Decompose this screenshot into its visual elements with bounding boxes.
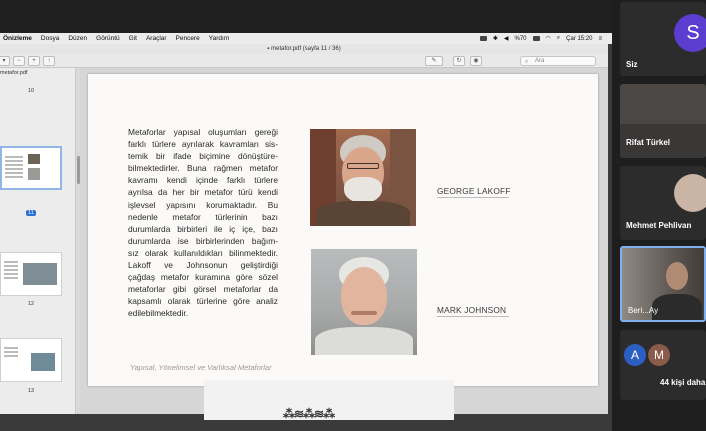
preview-window xyxy=(0,44,608,414)
camera-icon xyxy=(480,36,487,41)
search-field[interactable] xyxy=(520,56,596,66)
lakoff-photo xyxy=(310,129,416,226)
thumbnail-page-12[interactable] xyxy=(0,252,62,296)
body-line: farklı türlere ayrılarak kavramları sis- xyxy=(128,139,278,150)
thumbnail-sidebar xyxy=(0,68,76,414)
window-titlebar xyxy=(0,44,608,54)
body-line: ayrılsa da her bir metafor türü kendi xyxy=(128,187,278,198)
body-line: kavramı kendi içinde farklı türlere xyxy=(128,175,278,186)
johnson-photo xyxy=(311,249,417,355)
pdf-viewer xyxy=(80,68,608,414)
menu-file[interactable]: Dosya xyxy=(40,35,60,42)
body-line: durumlarda ise birbirlerinden bağım- xyxy=(128,235,278,246)
body-line: durumlarda birbirleri ile iç içe, bazı xyxy=(128,223,278,234)
more-participants-tile[interactable] xyxy=(620,330,706,400)
page-label-11: 11 xyxy=(28,210,34,216)
page-label-10: 10 xyxy=(28,88,35,94)
markup-pen-icon[interactable]: ✎ xyxy=(425,56,443,66)
search-placeholder: Ara xyxy=(535,58,545,64)
more-participants-label: 44 kişi daha xyxy=(660,378,706,387)
page-label-12: 12 xyxy=(28,301,35,307)
sidebar-toggle-button[interactable]: ▾ xyxy=(0,56,10,66)
wifi-icon[interactable]: ◠ xyxy=(545,36,551,42)
caption-underline xyxy=(437,197,509,198)
pdf-doc-icon: ▪ xyxy=(267,46,270,52)
participant-photo xyxy=(674,174,706,212)
mac-menubar xyxy=(0,33,612,44)
bluetooth-icon[interactable]: ✱ xyxy=(492,36,498,42)
sidebar-file-label: metafor.pdf xyxy=(0,70,28,76)
scribble-illustration: ⁂≋⁂≋⁂ xyxy=(283,407,335,421)
rotate-icon[interactable]: ↻ xyxy=(453,56,465,66)
caption-lakoff: GEORGE LAKOFF xyxy=(437,186,511,196)
body-line: sız olarak kullanıldıkları bilinmektedir. xyxy=(128,247,278,258)
body-line: metaforlar gibi görsel metaforlar da xyxy=(128,284,278,295)
page-body-text xyxy=(128,126,278,320)
menu-window[interactable]: Pencere xyxy=(175,35,200,42)
annotate-icon[interactable]: ◉ xyxy=(470,56,482,66)
menu-help[interactable]: Yardım xyxy=(208,35,230,42)
thumbnail-page-13[interactable] xyxy=(0,338,62,382)
caption-johnson: MARK JOHNSON xyxy=(437,305,507,315)
clock[interactable]: Çar 15:20 xyxy=(566,35,593,42)
thumbnail-page-11[interactable] xyxy=(0,146,62,190)
share-icon[interactable]: ↑ xyxy=(43,56,55,66)
menu-go[interactable]: Git xyxy=(128,35,137,42)
body-line: Lakoff ve Johnsonun geliştirdiği xyxy=(128,260,278,271)
page-footer: Yapısal, Yönelimsel ve Varlıksal Metaforlar xyxy=(130,363,272,372)
participant-tile-active-speaker[interactable] xyxy=(620,246,706,322)
volume-icon[interactable]: ◀ xyxy=(503,36,509,42)
body-line: nedenle metafor türlerinin bazı xyxy=(128,211,278,222)
participant-name: Siz xyxy=(626,60,638,69)
menubar-status xyxy=(480,35,612,42)
caption-underline xyxy=(437,316,509,317)
body-line: temik bir ifade biçimine dönüştüre- xyxy=(128,151,278,162)
control-center-icon[interactable]: ≡ xyxy=(598,35,602,42)
body-line: işlevsel yapısını korumaktadır. Bu xyxy=(128,199,278,210)
menu-edit[interactable]: Düzen xyxy=(68,35,88,42)
participants-panel xyxy=(612,0,706,431)
shared-screen xyxy=(0,33,612,431)
battery-icon[interactable] xyxy=(533,36,540,41)
participant-name: Beri...Ay xyxy=(628,306,659,315)
participant-name: Rifat Türkel xyxy=(626,138,671,147)
participant-face xyxy=(666,262,688,290)
zoom-in-icon[interactable]: + xyxy=(28,56,40,66)
more-avatar-m: M xyxy=(648,344,670,366)
window-toolbar xyxy=(0,54,608,68)
participant-tile-rifat[interactable] xyxy=(620,84,706,158)
body-line: kapsamlı olarak türlerine göre analiz xyxy=(128,296,278,307)
participant-name: Mehmet Pehlivan xyxy=(626,221,692,230)
search-menubar-icon[interactable]: ⌕ xyxy=(556,35,561,41)
participant-tile-self[interactable] xyxy=(620,2,706,76)
body-line: Metaforlar yapısal oluşumları gereği xyxy=(128,127,278,137)
menu-view[interactable]: Görüntü xyxy=(96,35,120,42)
self-avatar: S xyxy=(674,14,706,52)
page-label-13: 13 xyxy=(28,388,35,394)
participant-tile-mehmet[interactable] xyxy=(620,166,706,240)
more-avatar-a: A xyxy=(624,344,646,366)
search-icon: ⌕ xyxy=(525,59,529,65)
pdf-page xyxy=(88,74,598,386)
menu-tools[interactable]: Araçlar xyxy=(145,35,167,42)
window-title: metafor.pdf (sayfa 11 / 36) xyxy=(271,46,341,52)
zoom-out-icon[interactable]: − xyxy=(13,56,25,66)
body-line: bilmektedirler. Buna rağmen metafor xyxy=(128,163,278,174)
body-line: çağdaş metafor kuramına göre sözel xyxy=(128,272,278,283)
body-line: edilebilmektedir. xyxy=(128,308,189,319)
menu-app[interactable]: Önizleme xyxy=(3,35,32,42)
battery-percent: %70 xyxy=(514,35,527,42)
